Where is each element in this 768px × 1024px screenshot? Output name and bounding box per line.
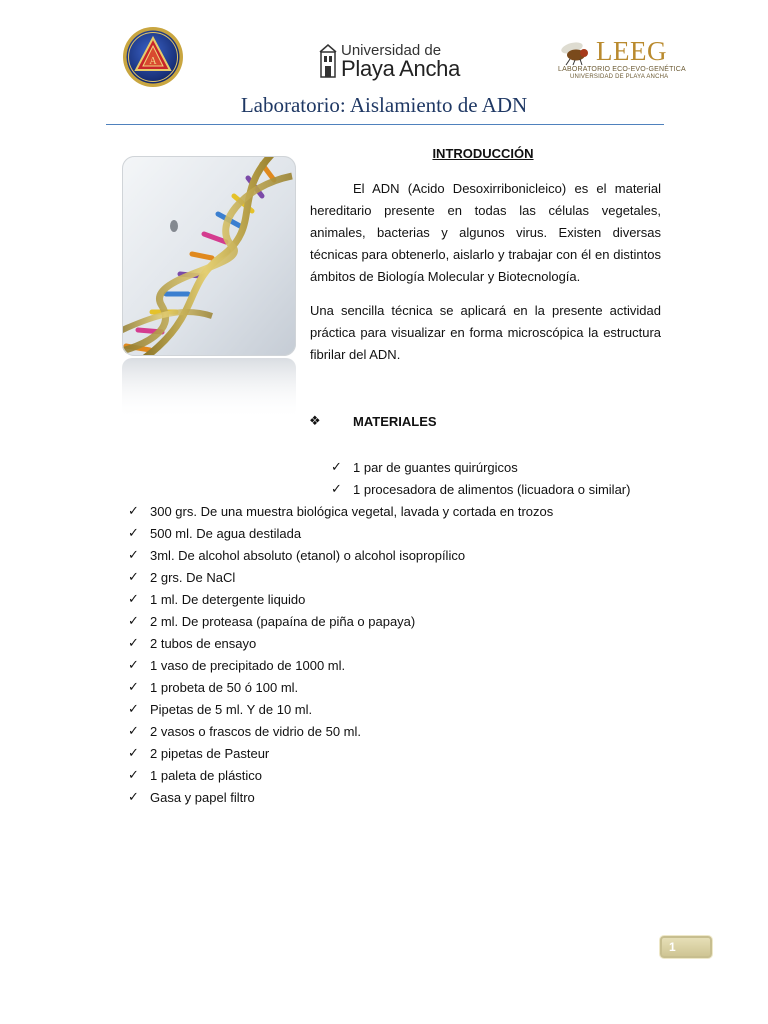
list-item-text: 1 vaso de precipitado de 1000 ml. (150, 657, 346, 673)
lab-logo-line2: UNIVERSIDAD DE PLAYA ANCHA (570, 74, 669, 80)
list-item-text: 1 ml. De detergente liquido (150, 591, 306, 607)
list-item (128, 500, 553, 522)
list-item-text: 300 grs. De una muestra biológica vegetal, lavada y cortada en trozos (150, 503, 554, 519)
list-item (331, 456, 630, 478)
list-item-text: 1 probeta de 50 ó 100 ml. (150, 679, 299, 695)
materials-heading: MATERIALES (353, 414, 437, 429)
dna-image-reflection (122, 358, 296, 420)
checkmark-icon: ✓ (331, 481, 342, 496)
checkmark-icon: ✓ (128, 679, 139, 694)
list-item (128, 588, 553, 610)
list-item-text: Gasa y papel filtro (150, 789, 255, 805)
list-item (128, 566, 553, 588)
list-item-text: 3ml. De alcohol absoluto (etanol) o alcohol isopropílico (150, 547, 466, 563)
page-number: 1 (669, 940, 676, 954)
list-item-text: 2 vasos o frascos de vidrio de 50 ml. (150, 723, 361, 739)
list-item-text: 1 paleta de plástico (150, 767, 263, 783)
checkmark-icon: ✓ (128, 767, 139, 782)
svg-text:A: A (149, 56, 157, 67)
list-item-text: 500 ml. De agua destilada (150, 525, 302, 541)
list-item (128, 544, 553, 566)
lab-logo (556, 36, 686, 82)
list-item (128, 742, 553, 764)
checkmark-icon: ✓ (128, 547, 139, 562)
list-item (128, 698, 553, 720)
checkmark-icon: ✓ (128, 635, 139, 650)
checkmark-icon: ✓ (128, 789, 139, 804)
list-item-text: 2 pipetas de Pasteur (150, 745, 270, 761)
university-name-line1: Universidad de (341, 42, 442, 59)
checkmark-icon: ✓ (128, 657, 139, 672)
materials-list-indented (331, 456, 630, 500)
checkmark-icon: ✓ (128, 525, 139, 540)
list-item-text: 2 tubos de ensayo (150, 635, 257, 651)
list-item-text: 1 par de guantes quirúrgicos (353, 459, 518, 475)
list-item (128, 676, 553, 698)
list-item (128, 610, 553, 632)
lab-logo-word: LEEG (596, 36, 667, 66)
list-item (128, 654, 553, 676)
checkmark-icon: ✓ (128, 745, 139, 760)
intro-heading: INTRODUCCIÓN (432, 146, 534, 161)
list-item (128, 522, 553, 544)
diamond-bullet-icon: ❖ (309, 413, 321, 428)
list-item (128, 764, 553, 786)
list-item-text: 2 ml. De proteasa (papaína de piña o papaya) (150, 613, 416, 629)
list-item (331, 478, 630, 500)
page-number-badge (660, 936, 712, 958)
document-title: Laboratorio: Aislamiento de ADN (240, 93, 528, 117)
intro-paragraph-2: Una sencilla técnica se aplicará en la presente actividad práctica para visualizar en forma microscópica la estructura fibrilar del ADN. (310, 303, 661, 362)
dna-helix-image (122, 156, 296, 356)
list-item (128, 786, 553, 808)
list-item-text: 1 procesadora de alimentos (licuadora o similar) (353, 481, 631, 497)
checkmark-icon: ✓ (128, 569, 139, 584)
checkmark-icon: ✓ (128, 503, 139, 518)
list-item-text: 2 grs. De NaCl (150, 569, 236, 585)
intro-paragraph-1: El ADN (Acido Desoxirribonicleico) es el material hereditario presente en todas las células vegetales, animales, bacterias y algunos virus. Existen diversas técnicas para obtenerlo, aislarlo y trabajar con él en distintos ámbitos de Biología Molecular y Biotecnología. (310, 181, 661, 284)
list-item (128, 632, 553, 654)
list-item (128, 720, 553, 742)
university-logo (319, 42, 459, 82)
university-name-line2: Playa Ancha (341, 56, 461, 81)
fly-icon (558, 40, 592, 66)
materials-list (128, 500, 553, 808)
lab-logo-line1: LABORATORIO ECO-EVO-GENÉTICA (558, 66, 686, 73)
checkmark-icon: ✓ (128, 591, 139, 606)
list-item-text: Pipetas de 5 ml. Y de 10 ml. (150, 701, 313, 717)
university-seal-icon (122, 26, 184, 88)
checkmark-icon: ✓ (331, 459, 342, 474)
title-divider (106, 124, 664, 125)
checkmark-icon: ✓ (128, 613, 139, 628)
checkmark-icon: ✓ (128, 723, 139, 738)
checkmark-icon: ✓ (128, 701, 139, 716)
building-icon (319, 44, 337, 78)
